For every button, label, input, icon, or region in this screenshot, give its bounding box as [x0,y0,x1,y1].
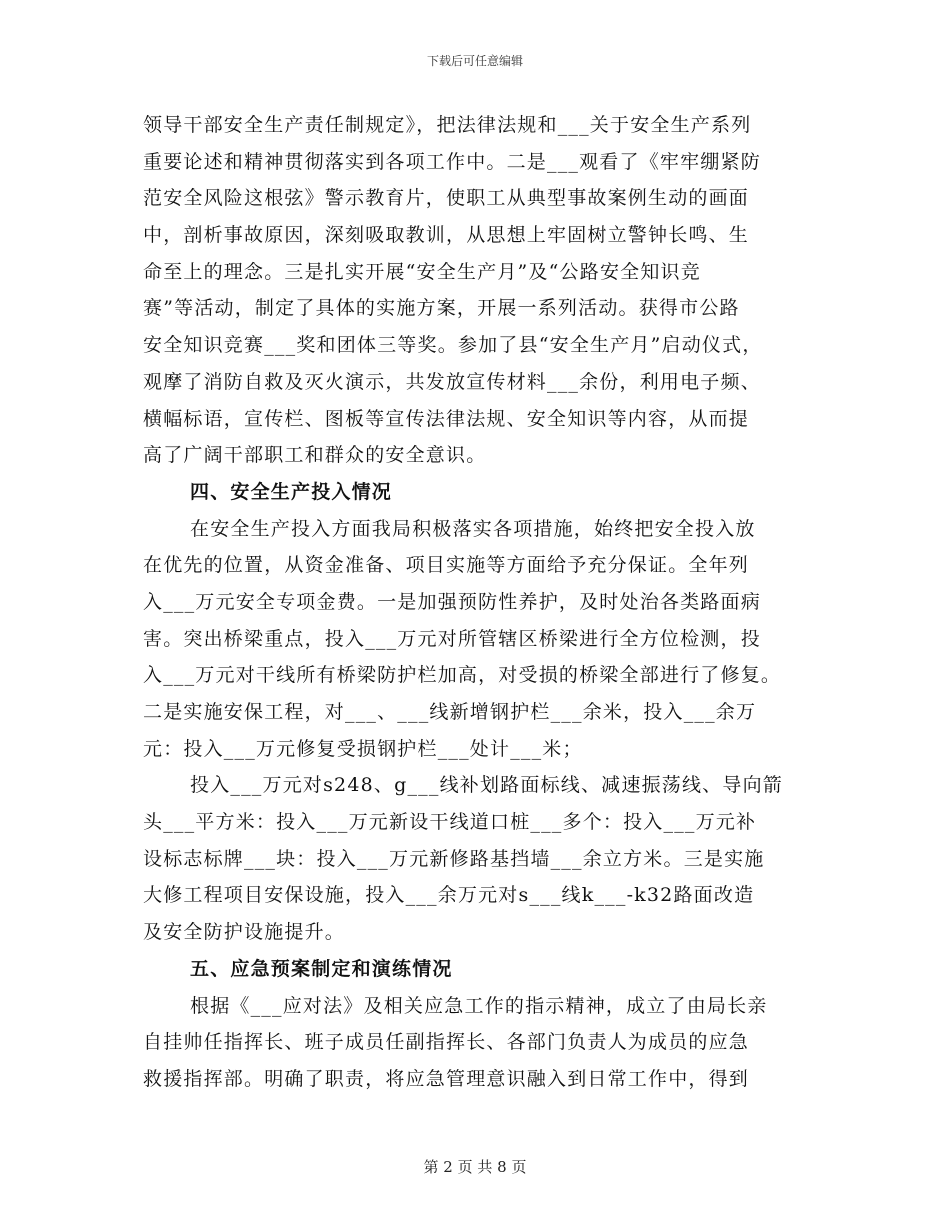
paragraph-line: 领导干部安全生产责任制规定》，把法律法规和___关于安全生产系列 [143,114,752,136]
paragraph-line: 中，剖析事故原因，深刻吸取教训，从思想上牢固树立警钟长鸣、生 [143,224,750,247]
page-header: 下载后可任意编辑 [426,54,523,68]
paragraph-line: 命至上的理念。三是扎实开展“安全生产月”及“公路安全知识竞 [143,260,701,283]
paragraph-line: 救援指挥部。明确了职责，将应急管理意识融入到日常工作中，得到 [143,1067,750,1090]
paragraph-line: 在优先的位置，从资金准备、项目实施等方面给予充分保证。全年列 [143,554,750,577]
paragraph-line: 大修工程项目安保设施，投入___余万元对s___线k___-k32路面改造 [143,884,755,907]
paragraph-line: 赛”等活动，制定了具体的实施方案，开展一系列活动。获得市公路 [143,297,740,320]
paragraph-line: 观摩了消防自救及灭火演示，共发放宣传材料___余份，利用电子频、 [143,370,761,393]
paragraph-line: 范安全风险这根弦》警示教育片，使职工从典型事故案例生动的画面 [143,187,750,210]
paragraph-line: 及安全防护设施提升。 [143,921,346,944]
paragraph-line: 自挂帅任指挥长、班子成员任副指挥长、各部门负责人为成员的应急 [143,1031,750,1054]
paragraph-line: 害。突出桥梁重点，投入___万元对所管辖区桥梁进行全方位检测，投 [143,627,761,650]
paragraph-line: 在安全生产投入方面我局积极落实各项措施，始终把安全投入放 [190,517,756,540]
paragraph-line: 重要论述和精神贯彻落实到各项工作中。二是___观看了《牢牢绷紧防 [143,150,761,173]
paragraph-line: 入___万元对干线所有桥梁防护栏加高，对受损的桥梁全部进行了修复。 [143,664,782,687]
section-heading: 五、应急预案制定和演练情况 [190,957,453,980]
paragraph-line: 设标志标牌___块：投入___万元新修路基挡墙___余立方米。三是实施 [143,847,765,870]
paragraph-line: 二是实施安保工程，对___、___线新增钢护栏___余米，投入___余万 [143,701,757,723]
document-body [143,107,803,1098]
paragraph-line: 安全知识竞赛___奖和团体三等奖。参加了县“安全生产月”启动仪式， [143,334,763,357]
paragraph-line: 高了广阔干部职工和群众的安全意识。 [143,444,487,467]
paragraph-line: 根据《___应对法》及相关应急工作的指示精神，成立了由局长亲 [190,994,768,1017]
paragraph-line: 投入___万元对s248、g___线补划路面标线、减速振荡线、导向箭 [190,774,783,797]
paragraph-line: 元：投入___万元修复受损钢护栏___处计___米； [143,737,583,760]
section-heading: 四、安全生产投入情况 [190,480,393,503]
paragraph-line: 入___万元安全专项金费。一是加强预防性养护，及时处治各类路面病 [143,590,761,613]
paragraph-line: 头___平方米：投入___万元新设干线道口桩___多个：投入___万元补 [143,811,757,834]
paragraph-line: 横幅标语，宣传栏、图板等宣传法律法规、安全知识等内容，从而提 [143,407,750,430]
page-number: 第 2 页 共 8 页 [423,1158,527,1176]
